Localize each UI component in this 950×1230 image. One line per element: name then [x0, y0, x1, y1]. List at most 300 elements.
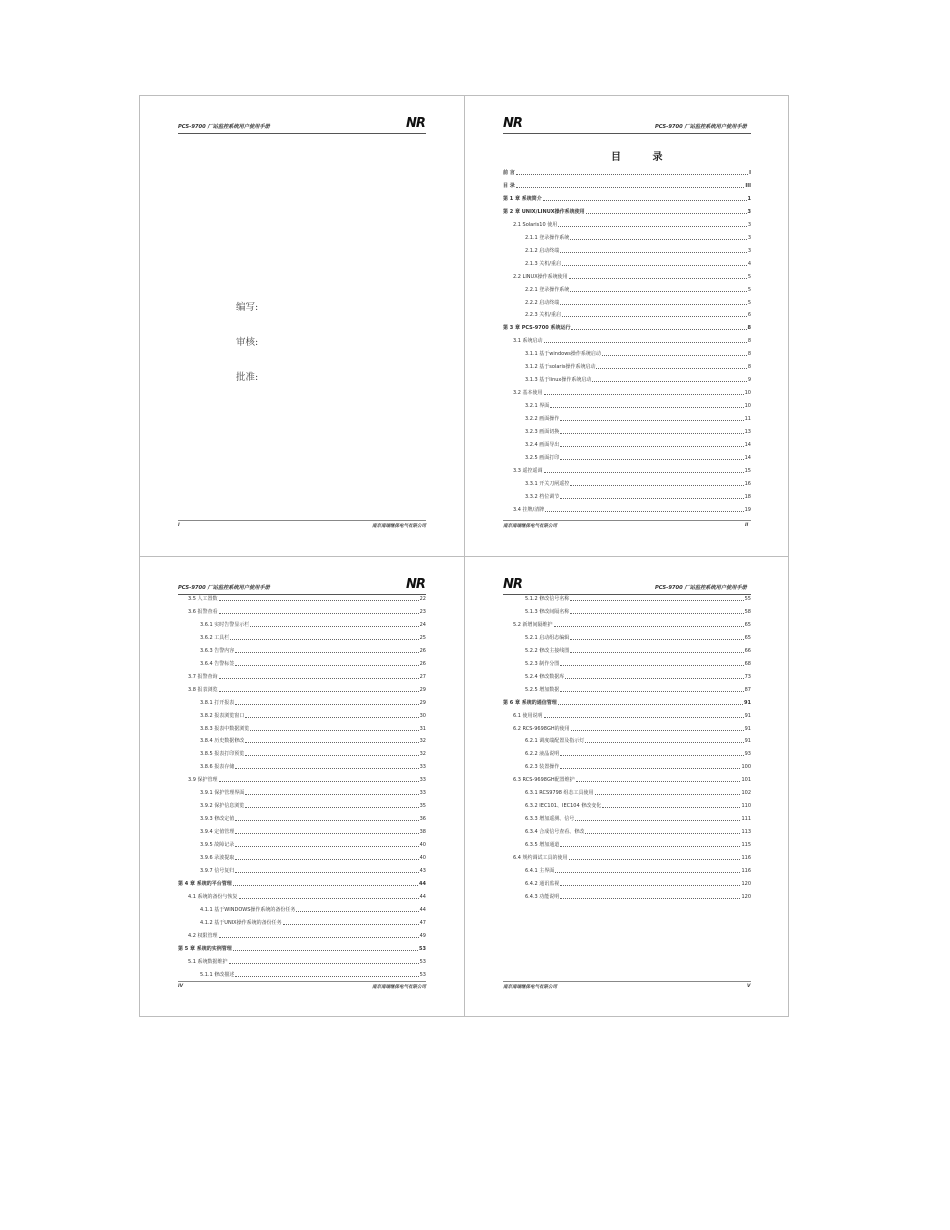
toc-entry[interactable]: [525, 894, 751, 900]
toc-entry-title: 前 言: [503, 170, 515, 176]
toc-leader-dots: [235, 704, 418, 705]
toc-entry-title: 2.1.1 登录操作系统: [525, 234, 570, 241]
header-rule: [178, 594, 426, 595]
toc-title: 目 录: [611, 152, 677, 163]
toc-entry-title: 4.2 权限管理: [188, 932, 218, 939]
toc-leader-dots: [219, 600, 419, 601]
toc-entry-page: 93: [744, 751, 751, 758]
toc-entry-page: 33: [419, 777, 426, 784]
toc-leader-dots: [560, 755, 743, 756]
toc-entry-title: 5.1 系统数据维护: [188, 958, 228, 965]
toc-leader-dots: [560, 768, 740, 769]
toc-entry-title: 2.1 Solaris10 使用: [513, 221, 558, 228]
toc-entry-title: 3.3.2 档位调节: [525, 493, 560, 500]
toc-entry[interactable]: [513, 713, 751, 719]
toc-entry[interactable]: [200, 855, 426, 861]
toc-entry-title: 3.9.1 保护管理界面: [200, 790, 245, 797]
toc-leader-dots: [560, 885, 740, 886]
toc-entry-title: 3.5 人工置数: [188, 596, 218, 602]
toc-entry-page: 43: [419, 867, 426, 874]
toc-entry[interactable]: [525, 377, 751, 383]
toc-entry-title: 3.8.3 报表中数据浏览: [200, 725, 250, 732]
toc-entry-page: 14: [744, 454, 751, 461]
toc-entry[interactable]: [525, 403, 751, 409]
toc-entry[interactable]: [200, 803, 426, 809]
toc-entry-page: 24: [419, 621, 426, 628]
toc-leader-dots: [586, 213, 747, 214]
toc-leader-dots: [230, 639, 418, 640]
toc-entry-page: 40: [419, 842, 426, 849]
toc-entry-page: 8: [747, 325, 751, 332]
toc-entry[interactable]: [513, 468, 751, 474]
toc-leader-dots: [560, 898, 740, 899]
toc-leader-dots: [235, 976, 418, 977]
toc-entry-title: 3.2.4 画面导出: [525, 441, 560, 448]
toc-entry-page: 53: [419, 971, 426, 978]
toc-entry-page: 22: [419, 596, 426, 602]
toc-entry[interactable]: [513, 390, 751, 396]
toc-entry-page: 33: [419, 790, 426, 797]
toc-entry[interactable]: [525, 829, 751, 835]
toc-entry-title: 第 1 章 系统简介: [503, 195, 542, 202]
toc-entry-page: 36: [419, 816, 426, 823]
toc-entry-page: 5: [747, 273, 751, 280]
toc-entry[interactable]: [525, 494, 751, 500]
toc-leader-dots: [558, 704, 743, 705]
header-rule: [503, 133, 751, 134]
toc-entry[interactable]: [525, 803, 751, 809]
toc-entry[interactable]: [200, 764, 426, 770]
toc-entry[interactable]: [200, 700, 426, 706]
toc-entry[interactable]: [525, 312, 751, 318]
toc-entry-page: 4: [747, 260, 751, 267]
toc-entry-page: 55: [744, 596, 751, 602]
toc-entry[interactable]: [200, 868, 426, 874]
toc-entry-page: 13: [744, 429, 751, 435]
toc-entry-page: 23: [419, 608, 426, 615]
toc-entry-title: 第 6 章 系统的通信管理: [503, 699, 557, 706]
toc-entry[interactable]: [503, 325, 751, 331]
toc-entry-page: 115: [741, 842, 751, 849]
toc-entry[interactable]: [525, 300, 751, 306]
toc-entry-page: 100: [741, 764, 751, 771]
page-header-title: PCS-9700 厂站监控系统用户使用手册: [178, 585, 270, 591]
toc-entry-title: 第 5 章 系统的实例管理: [178, 945, 232, 952]
toc-entry-page: 73: [744, 673, 751, 680]
toc-entry[interactable]: [178, 946, 426, 952]
toc-entry[interactable]: [200, 972, 426, 978]
toc-leader-dots: [543, 200, 747, 201]
toc-entry-page: 33: [419, 764, 426, 771]
toc-entry-title: 3.8 报表浏览: [188, 686, 218, 693]
toc-leader-dots: [296, 911, 418, 912]
toc-entry[interactable]: [513, 726, 751, 732]
toc-leader-dots: [219, 937, 419, 938]
toc-entry-title: 5.2.3 制作分图: [525, 660, 560, 667]
toc-entry[interactable]: [525, 816, 751, 822]
toc-entry[interactable]: [525, 868, 751, 874]
toc-entry-title: 4.1 系统的备份与恢复: [188, 893, 238, 900]
footer-page-number: IV: [178, 984, 184, 989]
toc-entry[interactable]: [525, 687, 751, 693]
toc-entry-page: 120: [741, 893, 751, 900]
toc-entry-title: 6.3.3 增加遥测、信号: [525, 816, 575, 823]
toc-entry-page: 15: [744, 467, 751, 474]
footer-page-number: II: [745, 523, 749, 528]
toc-entry[interactable]: [188, 687, 426, 693]
toc-entry-title: 2.1.3 关机/重启: [525, 260, 561, 267]
toc-entry-page: 65: [744, 621, 751, 628]
toc-leader-dots: [283, 924, 419, 925]
toc-entry-page: 113: [741, 829, 751, 836]
toc-entry[interactable]: [525, 416, 751, 422]
toc-entry-title: 3.1.1 基于windows操作系统启动: [525, 351, 601, 358]
toc-entry[interactable]: [525, 287, 751, 293]
page-header-title: PCS-9700 厂站监控系统用户使用手册: [655, 585, 747, 591]
nr-logo: NR: [503, 116, 522, 131]
toc-entry-title: 3.8.2 报表浏览窗口: [200, 712, 245, 719]
toc-entry-page: 91: [744, 699, 751, 706]
toc-entry[interactable]: [200, 738, 426, 744]
toc-entry-title: 6.3.4 合成信号查看、修改: [525, 829, 585, 836]
toc-entry[interactable]: [525, 764, 751, 770]
toc-entry[interactable]: [188, 933, 426, 939]
toc-leader-dots: [245, 755, 418, 756]
toc-entry-page: 3: [747, 234, 751, 241]
toc-entry-page: 65: [744, 634, 751, 641]
toc-entry-title: 3.2.3 画面切换: [525, 429, 560, 435]
toc-entry-title: 5.2.4 修改数据库: [525, 673, 565, 680]
toc-leader-dots: [596, 368, 746, 369]
toc-entry-page: 1: [747, 195, 751, 202]
toc-leader-dots: [239, 898, 419, 899]
toc-leader-dots: [235, 833, 418, 834]
toc-entry-page: 8: [747, 351, 751, 358]
toc-entry-title: 3.8.4 历史数据修改: [200, 738, 245, 745]
toc-entry-page: 47: [419, 919, 426, 926]
toc-entry[interactable]: [525, 442, 751, 448]
page-1: [140, 96, 464, 556]
toc-entry[interactable]: [525, 364, 751, 370]
toc-leader-dots: [570, 485, 743, 486]
toc-entry[interactable]: [525, 738, 751, 744]
toc-entry-title: 2.2 LINUX操作系统使用: [513, 273, 568, 280]
toc-entry[interactable]: [525, 351, 751, 357]
toc-entry[interactable]: [513, 622, 751, 628]
toc-entry-page: 16: [744, 480, 751, 487]
toc-entry[interactable]: [513, 274, 751, 280]
toc-entry-title: 第 3 章 PCS-9700 系统运行: [503, 325, 571, 332]
toc-entry[interactable]: [513, 338, 751, 344]
toc-entry[interactable]: [525, 751, 751, 757]
toc-entry-title: 3.2.5 画面打印: [525, 454, 560, 461]
toc-entry[interactable]: [503, 170, 751, 176]
toc-entry-title: 3.3 遥控遥调: [513, 467, 543, 474]
toc-entry[interactable]: [503, 209, 751, 215]
toc-entry[interactable]: [525, 248, 751, 254]
toc-entry[interactable]: [188, 959, 426, 965]
toc-leader-dots: [233, 885, 418, 886]
toc-entry-title: 6.2.3 装置操作: [525, 764, 560, 771]
toc-entry[interactable]: [200, 648, 426, 654]
page-3: [140, 557, 464, 1018]
toc-entry-title: 6.2 RCS-9698GH的使用: [513, 725, 570, 732]
signature-author: 编写:: [236, 302, 259, 313]
toc-leader-dots: [595, 794, 741, 795]
toc-entry-title: 3.9.2 保护信息浏览: [200, 803, 245, 810]
toc-entry[interactable]: [188, 674, 426, 680]
toc-entry-title: 3.6 报警查看: [188, 608, 218, 615]
toc-entry-title: 3.2 基本使用: [513, 390, 543, 397]
toc-entry-title: 3.3.1 开关刀闸遥控: [525, 480, 570, 487]
toc-entry[interactable]: [200, 726, 426, 732]
toc-leader-dots: [570, 291, 747, 292]
toc-entry-title: 4.1.1 基于WINDOWS操作系统的备份任务: [200, 906, 296, 913]
toc-entry[interactable]: [525, 635, 751, 641]
toc-entry[interactable]: [200, 816, 426, 822]
toc-entry-title: 2.2.1 登录操作系统: [525, 286, 570, 293]
toc-leader-dots: [555, 872, 740, 873]
toc-leader-dots: [560, 459, 743, 460]
toc-entry-title: 5.1.1 修改描述: [200, 971, 235, 978]
toc-entry-title: 3.6.1 实时告警显示栏: [200, 621, 250, 628]
toc-leader-dots: [569, 859, 741, 860]
toc-entry[interactable]: [513, 777, 751, 783]
toc-leader-dots: [245, 794, 418, 795]
toc-entry[interactable]: [200, 829, 426, 835]
toc-leader-dots: [585, 833, 740, 834]
toc-leader-dots: [250, 626, 418, 627]
toc-entry-page: 44: [419, 893, 426, 900]
toc-leader-dots: [562, 316, 747, 317]
toc-leader-dots: [235, 652, 418, 653]
toc-leader-dots: [250, 730, 418, 731]
toc-entry-page: 3: [747, 221, 751, 228]
toc-leader-dots: [544, 472, 744, 473]
toc-entry-page: 91: [744, 738, 751, 745]
toc-entry[interactable]: [188, 596, 426, 602]
footer-company: 南京南瑞继保电气有限公司: [372, 985, 426, 990]
footer-page-number: I: [178, 523, 180, 528]
toc-entry[interactable]: [525, 661, 751, 667]
toc-entry-page: 3: [747, 247, 751, 254]
toc-entry-page: 29: [419, 699, 426, 706]
toc-leader-dots: [602, 807, 740, 808]
toc-entry-page: 35: [419, 803, 426, 810]
toc-leader-dots: [592, 381, 746, 382]
toc-entry-page: 40: [419, 855, 426, 861]
header-rule: [178, 133, 426, 134]
toc-entry-title: 3.7 报警查询: [188, 673, 218, 680]
toc-entry-title: 6.1 使用说明: [513, 712, 543, 719]
toc-entry[interactable]: [525, 235, 751, 241]
toc-entry-page: 30: [419, 712, 426, 719]
toc-entry-title: 3.6.2 工具栏: [200, 634, 230, 641]
toc-leader-dots: [544, 342, 747, 343]
toc-entry[interactable]: [525, 674, 751, 680]
toc-entry[interactable]: [200, 635, 426, 641]
toc-leader-dots: [570, 600, 743, 601]
toc-entry-page: 91: [744, 712, 751, 719]
toc-entry-title: 5.2.5 增加数据: [525, 686, 560, 693]
toc-entry-title: 2.2.2 启动终端: [525, 299, 560, 306]
toc-entry-title: 2.1.2 启动终端: [525, 247, 560, 254]
toc-entry-page: 5: [747, 286, 751, 293]
toc-entry-title: 3.8.5 报表打印预览: [200, 751, 245, 758]
toc-leader-dots: [544, 717, 744, 718]
toc-entry-page: 6: [747, 312, 751, 319]
document-sheet: [139, 95, 789, 1017]
toc-entry[interactable]: [188, 609, 426, 615]
toc-entry[interactable]: [525, 596, 751, 602]
toc-leader-dots: [560, 304, 747, 305]
toc-entry-title: 3.2.2 画面操作: [525, 416, 560, 423]
toc-leader-dots: [219, 678, 419, 679]
toc-leader-dots: [245, 807, 418, 808]
toc-entry-page: 87: [744, 686, 751, 693]
footer-company: 南京南瑞继保电气有限公司: [372, 524, 426, 529]
toc-leader-dots: [545, 511, 743, 512]
toc-entry-title: 6.3.2 IEC101、IEC104 修改变化: [525, 803, 602, 810]
toc-entry-page: 32: [419, 738, 426, 745]
toc-entry-title: 3.9.6 录波提取: [200, 855, 235, 861]
toc-entry[interactable]: [188, 894, 426, 900]
toc-entry-title: 6.3.1 RCS9798 组态工具使用: [525, 790, 594, 797]
toc-entry[interactable]: [525, 881, 751, 887]
toc-entry-page: III: [745, 182, 751, 189]
toc-entry[interactable]: [188, 777, 426, 783]
toc-leader-dots: [558, 226, 747, 227]
toc-entry[interactable]: [503, 196, 751, 202]
toc-leader-dots: [560, 665, 743, 666]
toc-entry-page: 25: [419, 634, 426, 641]
toc-leader-dots: [570, 652, 743, 653]
toc-entry[interactable]: [525, 455, 751, 461]
toc-entry-page: 101: [741, 777, 751, 784]
toc-entry-page: 8: [747, 364, 751, 371]
toc-entry[interactable]: [503, 700, 751, 706]
toc-entry-title: 第 4 章 系统的平台管理: [178, 880, 232, 887]
toc-entry-title: 5.2 新增间隔维护: [513, 621, 553, 628]
footer-rule: [178, 520, 426, 521]
toc-leader-dots: [602, 355, 747, 356]
toc-entry[interactable]: [513, 222, 751, 228]
toc-entry[interactable]: [200, 751, 426, 757]
toc-leader-dots: [235, 820, 418, 821]
toc-leader-dots: [229, 963, 419, 964]
toc-leader-dots: [554, 626, 744, 627]
toc-leader-dots: [235, 872, 418, 873]
toc-entry-page: 102: [741, 790, 751, 797]
toc-entry-page: 10: [744, 390, 751, 397]
toc-entry-page: 29: [419, 686, 426, 693]
toc-entry-title: 3.9.3 修改定值: [200, 816, 235, 823]
toc-leader-dots: [235, 665, 418, 666]
toc-entry-page: 19: [744, 506, 751, 513]
toc-leader-dots: [565, 678, 743, 679]
toc-entry-title: 6.2.1 调度端配置及指示灯: [525, 738, 585, 745]
toc-entry-page: 111: [741, 816, 751, 823]
toc-entry-page: 53: [419, 958, 426, 965]
toc-entry-title: 3.8.6 报表存储: [200, 764, 235, 771]
toc-entry-title: 3.1.3 基于linux操作系统启动: [525, 377, 592, 384]
toc-entry[interactable]: [525, 842, 751, 848]
toc-entry-title: 5.1.2 修改信号名称: [525, 596, 570, 602]
toc-entry[interactable]: [525, 429, 751, 435]
toc-entry-page: 49: [419, 932, 426, 939]
toc-entry[interactable]: [200, 622, 426, 628]
toc-entry-title: 3.6.3 告警内容: [200, 647, 235, 654]
toc-entry-page: 14: [744, 441, 751, 448]
footer-page-number: V: [747, 984, 751, 989]
toc-entry-title: 6.4 规约调试工具的使用: [513, 855, 568, 861]
toc-entry[interactable]: [513, 507, 751, 513]
toc-entry-page: 10: [744, 403, 751, 410]
toc-entry[interactable]: [525, 481, 751, 487]
toc-entry[interactable]: [525, 648, 751, 654]
footer-rule: [503, 520, 751, 521]
toc-leader-dots: [571, 730, 744, 731]
toc-leader-dots: [569, 278, 747, 279]
page-header-title: PCS-9700 厂站监控系统用户使用手册: [178, 124, 270, 130]
toc-entry[interactable]: [525, 790, 751, 796]
toc-entry-title: 目 录: [503, 182, 515, 189]
page-4: [465, 557, 790, 1018]
toc-entry-page: 31: [419, 725, 426, 732]
toc-entry-page: 91: [744, 725, 751, 732]
toc-entry[interactable]: [178, 881, 426, 887]
toc-entry-page: 116: [741, 867, 751, 874]
toc-entry-page: 9: [747, 377, 751, 384]
toc-entry-title: 3.2.1 界面: [525, 403, 550, 410]
toc-leader-dots: [516, 174, 748, 175]
toc-entry-page: 44: [419, 880, 426, 887]
toc-entry-title: 3.1.2 基于solaris操作系统启动: [525, 364, 596, 371]
toc-leader-dots: [570, 639, 743, 640]
nr-logo: NR: [406, 116, 425, 131]
toc-entry[interactable]: [200, 661, 426, 667]
toc-entry-page: 110: [741, 803, 751, 810]
toc-entry-title: 5.2.1 启动组态编辑: [525, 634, 570, 641]
nr-logo: NR: [406, 577, 425, 592]
toc-leader-dots: [235, 846, 418, 847]
toc-entry-page: 8: [747, 338, 751, 345]
toc-entry[interactable]: [525, 609, 751, 615]
toc-entry[interactable]: [200, 842, 426, 848]
toc-entry-title: 6.3 RCS-9698GH配置维护: [513, 777, 575, 784]
toc-entry-page: 38: [419, 829, 426, 836]
toc-leader-dots: [576, 781, 741, 782]
toc-entry-page: 26: [419, 647, 426, 654]
toc-entry-title: 3.9.7 信号复归: [200, 867, 235, 874]
toc-entry-page: 26: [419, 660, 426, 667]
toc-leader-dots: [560, 846, 740, 847]
toc-leader-dots: [219, 613, 419, 614]
toc-entry[interactable]: [200, 907, 426, 913]
toc-entry[interactable]: [525, 261, 751, 267]
toc-entry-title: 6.3.5 增加通道: [525, 842, 560, 849]
toc-leader-dots: [560, 691, 743, 692]
footer-company: 南京南瑞继保电气有限公司: [503, 524, 557, 529]
toc-entry-title: 6.4.1 主界面: [525, 867, 555, 874]
toc-entry[interactable]: [513, 855, 751, 861]
toc-entry[interactable]: [200, 920, 426, 926]
toc-entry[interactable]: [200, 713, 426, 719]
toc-entry[interactable]: [503, 183, 751, 189]
toc-entry[interactable]: [200, 790, 426, 796]
toc-entry-page: I: [749, 170, 751, 176]
toc-entry-title: 5.2.2 修改主接线图: [525, 647, 570, 654]
